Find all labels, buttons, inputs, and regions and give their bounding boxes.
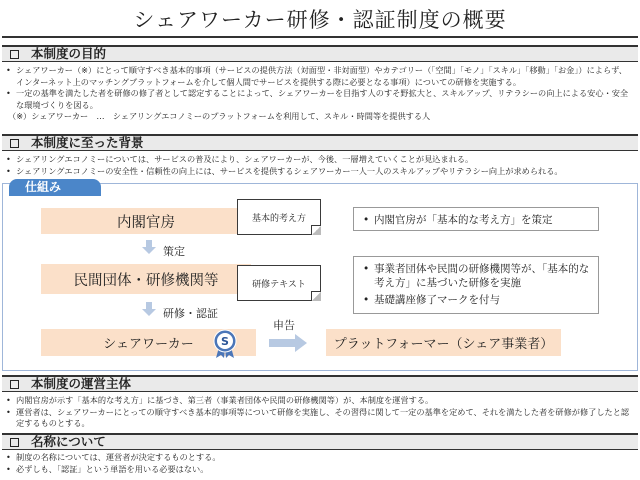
background-bullet: • シェアリングエコノミーについては、サービスの普及により、シェアワーカーが、今後、一層増えていくことが見込まれる。 <box>2 154 638 166</box>
naming-heading-text: 名称について <box>31 434 106 449</box>
purpose-bullet: • 一定の基準を満たした者を研修の修了者として認定することによって、シェアワーカーを目指す人のすそ野拡大と、スキルアップ、リテラシーの向上による安心・安全な環境づくりを図る。 <box>2 88 638 111</box>
callout-org-text: • 事業者団体や民間の研修機関等が、「基本的な考え方」に基づいた研修を実施 <box>360 262 592 290</box>
square-bullet-icon <box>10 438 19 447</box>
arrow-label-declare: 申告 <box>273 319 295 332</box>
operator-heading <box>2 375 638 392</box>
operator-bullet: • 運営者は、シェアワーカーにとっての順守すべき基本的事項等について研修を実施し、その習得に関して一定の基準を定めて、それを満たした者を研修が修了したと認定するものとする。 <box>2 407 638 430</box>
training-text-doc: 研修テキスト <box>237 265 321 301</box>
platform-box: プラットフォーマー（シェア事業者） <box>326 329 561 356</box>
naming-section <box>2 433 638 475</box>
callout-org <box>353 256 599 314</box>
right-arrow-icon <box>269 334 307 352</box>
background-heading <box>2 134 638 151</box>
square-bullet-icon <box>10 139 19 148</box>
worker-label: シェアワーカー <box>103 337 194 352</box>
callout-cabinet <box>353 207 599 231</box>
operator-bullet: • 内閣官房が示す「基本的な考え方」に基づき、第三者（事業者団体や民間の研修機関等）が、本制度を運営する。 <box>2 395 638 407</box>
purpose-bullet: • シェアワーカー（※）にとって順守すべき基本的事項（サービスの提供方法（対面型・非対面型）やカテゴリー（「空間」「モノ」「スキル」「移動」「お金」）によらず、インターネット上のマッチングプラットフォームを介して個人間でサービスを提供する際に必要となる事項）についての研修を実施する。 <box>2 65 638 88</box>
title-rule <box>2 36 638 38</box>
background-heading-text: 本制度に至った背景 <box>31 135 144 150</box>
purpose-section <box>2 45 638 123</box>
down-arrow-icon <box>142 302 156 316</box>
page-title: シェアワーカー研修・認証制度の概要 <box>133 8 507 32</box>
badge-letter: S <box>221 335 229 348</box>
naming-heading <box>2 433 638 450</box>
scheme-diagram <box>2 180 638 371</box>
certification-badge-icon <box>212 329 238 359</box>
purpose-heading <box>2 45 638 62</box>
cabinet-box: 内閣官房 <box>41 208 251 234</box>
square-bullet-icon <box>10 380 19 389</box>
background-section <box>2 134 638 177</box>
background-bullet: • シェアリングエコノミーの安全性・信頼性の向上には、サービスを提供するシェアワーカー一人一人のスキルアップやリテラシー向上が求められる。 <box>2 166 638 178</box>
naming-bullet: • 制度の名称については、運営者が決定するものとする。 <box>2 452 638 464</box>
arrow-label-formulate: 策定 <box>163 245 185 258</box>
purpose-note: （※）シェアワーカー … シェアリングエコノミーのプラットフォームを利用して、スキル・時間等を提供する人 <box>8 111 431 122</box>
naming-bullet: • 必ずしも、「認証」という単語を用いる必要はない。 <box>2 464 638 476</box>
callout-mark-text: • 基礎講座修了マークを付与 <box>360 293 592 307</box>
square-bullet-icon <box>10 50 19 59</box>
operator-heading-text: 本制度の運営主体 <box>31 376 132 391</box>
scheme-tab: 仕組み <box>9 179 101 196</box>
basic-approach-doc: 基本的考え方 <box>237 199 321 235</box>
purpose-heading-text: 本制度の目的 <box>31 46 107 61</box>
org-box: 民間団体・研修機関等 <box>41 264 251 294</box>
operator-section <box>2 375 638 430</box>
callout-cabinet-text: • 内閣官房が「基本的な考え方」を策定 <box>360 213 592 227</box>
arrow-label-training: 研修・認証 <box>163 307 218 320</box>
down-arrow-icon <box>142 240 156 254</box>
